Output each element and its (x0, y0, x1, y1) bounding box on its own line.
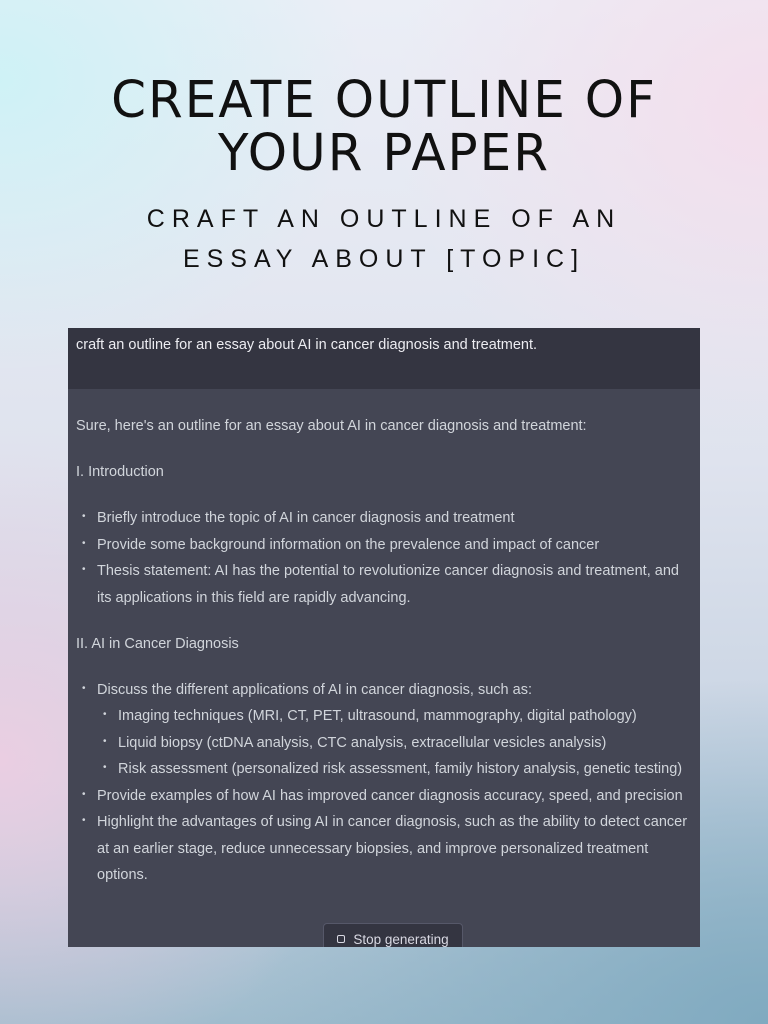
section-heading-introduction: I. Introduction (76, 464, 164, 480)
introduction-list (76, 505, 692, 611)
subtitle-line-1: CRAFT AN OUTLINE OF AN (146, 205, 622, 233)
list-item: • Thesis statement: AI has the potential to revolutionize cancer diagnosis and treatment, and its applications in this field are rapidly advancing. (76, 558, 692, 611)
list-item: • Provide examples of how AI has improved cancer diagnosis accuracy, speed, and precision (76, 783, 692, 810)
list-item: • Highlight the advantages of using AI in cancer diagnosis, such as the ability to detect cancer at an earlier stage, reduce unnecessary biopsies, and improve personalized treatment options. (76, 809, 692, 889)
subtitle-line-2: ESSAY ABOUT [TOPIC] (182, 245, 586, 273)
chat-screenshot (68, 328, 700, 947)
sub-list-item: • Risk assessment (personalized risk assessment, family history analysis, genetic testing) (97, 756, 692, 783)
response-intro: Sure, here's an outline for an essay about AI in cancer diagnosis and treatment: (76, 418, 587, 434)
diagnosis-sub-list (97, 703, 692, 783)
assistant-response (68, 389, 700, 889)
stop-generating-label: Stop generating (353, 932, 449, 947)
sub-list-item: • Liquid biopsy (ctDNA analysis, CTC analysis, extracellular vesicles analysis) (97, 730, 692, 757)
stop-square-icon (337, 935, 345, 943)
list-item (76, 677, 692, 783)
page-title (0, 69, 768, 183)
stop-generating-button[interactable] (323, 923, 463, 947)
list-item: • Provide some background information on the prevalence and impact of cancer (76, 532, 692, 559)
diagnosis-list (76, 677, 692, 889)
user-message-text: craft an outline for an essay about AI in cancer diagnosis and treatment. (76, 337, 538, 353)
title-line-2: YOUR PAPER (217, 122, 551, 183)
section-heading-diagnosis: II. AI in Cancer Diagnosis (76, 635, 239, 652)
user-message (68, 328, 700, 389)
list-item: • Briefly introduce the topic of AI in cancer diagnosis and treatment (76, 505, 692, 532)
title-line-1: CREATE OUTLINE OF (111, 69, 657, 130)
list-item-text: Discuss the different applications of AI in cancer diagnosis, such as: (97, 681, 532, 698)
sub-list-item: • Imaging techniques (MRI, CT, PET, ultrasound, mammography, digital pathology) (97, 703, 692, 730)
page-subtitle (0, 199, 768, 279)
